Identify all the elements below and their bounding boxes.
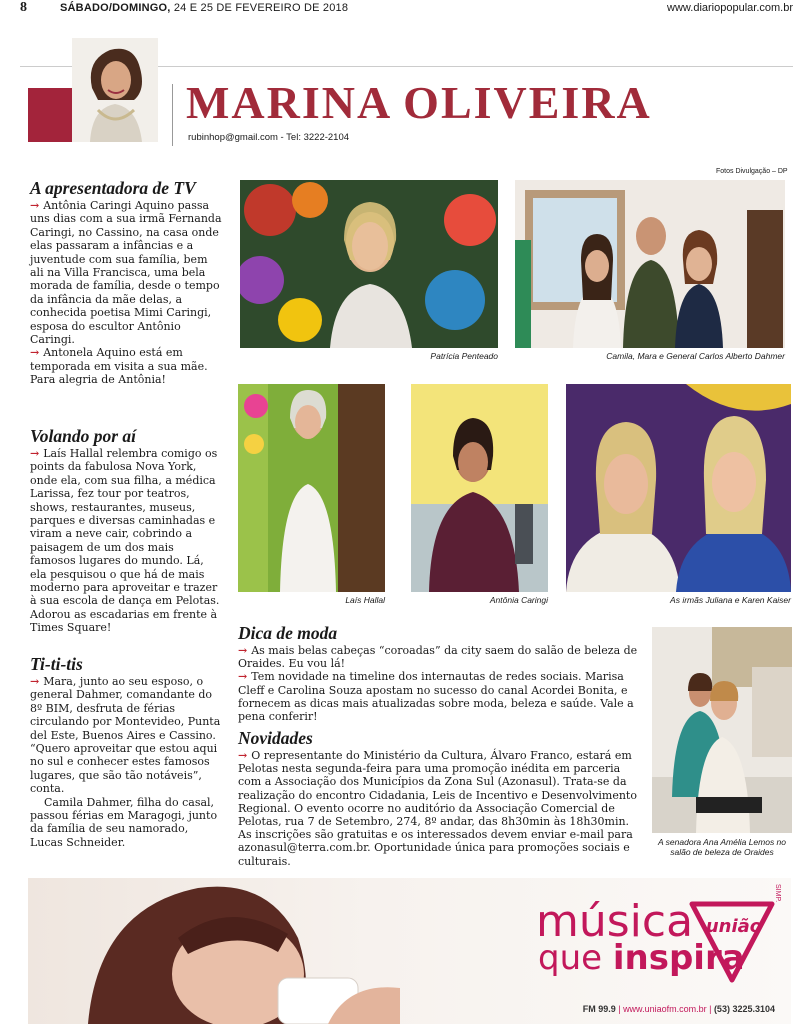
edition-date [60,2,348,14]
photo-patricia [240,180,498,348]
paragraph: Tem novidade na timeline dos internautas de redes sociais. Marisa Cleff e Carolina Souza apostam no sucesso do canal Acordei Bonita, e fornecem as dicas mais atualizadas sobre moda, beleza e saúde. Vale a pena conferir! [238,670,634,724]
arrow-icon: → [238,749,248,762]
caption-patricia: Patrícia Penteado [430,351,498,361]
section-title: Volando por aí [30,426,136,446]
site-url[interactable]: www.diariopopular.com.br [667,2,793,14]
section-titi [30,656,222,849]
photo-camila [515,180,785,348]
photo-lais [238,384,385,592]
ad-brand: união [705,916,763,937]
ad-separator: | [615,1004,624,1014]
section-volando [30,428,222,635]
ad-headline-inspira: inspira [612,938,745,978]
ad-headline-1: música [536,896,694,947]
arrow-icon: → [30,675,40,688]
ad-phone: (53) 3225.3104 [713,1004,775,1014]
section-title: Ti-ti-tis [30,654,83,674]
column-contact: rubinhop@gmail.com - Tel: 3222-2104 [188,132,350,143]
ad-radio-frequency: FM 99.9 [582,1004,616,1014]
edition-date-text: 24 E 25 DE FEVEREIRO DE 2018 [173,2,349,14]
photo-irmas [566,384,791,592]
paragraph: Camila Dahmer, filha do casal, passou férias em Maragogi, junto da família de seu namorado, Lucas Schneider. [30,795,218,849]
ad-separator: | [706,1004,714,1014]
advertisement-banner[interactable] [28,878,791,1024]
ad-headline-que: que [538,938,613,978]
caption-line: salão de beleza de Oraides [670,847,774,857]
ad-footer [583,1004,775,1014]
arrow-icon: → [30,199,40,212]
title-divider [172,84,173,146]
arrow-icon: → [30,346,40,360]
paragraph: As mais belas cabeças “coroadas” da city saem do salão de beleza de Oraides. Eu vou lá! [238,644,638,671]
arrow-icon: → [238,644,248,657]
photo-antonia [411,384,548,592]
caption-senadora [652,837,792,857]
paragraph: Laís Hallal relembra comigo os points da fabulosa Nova York, onde ela, com sua filha, a médica Larissa, fez tour por teatros, shows, restaurantes, museus, parques e diversas caminhadas e viram a neve cair, cobrindo a paisagem de um dos mais famosos lugares do mundo. Lá, ela pesquisou o que há de mais moderno para aproveitar e trazer à sua escola de dança em Pelotas. Adorou as escadarias em frente à Times Square! [30,447,220,635]
caption-lais: Laís Hallal [345,595,385,605]
arrow-icon: → [30,447,40,460]
caption-antonia: Antônia Caringi [489,595,548,605]
paragraph: O representante do Ministério da Cultura, Álvaro Franco, estará em Pelotas nesta segunda-feira para uma promoção inédita em parceria com a Associação dos Municípios da Zona Sul (Azonasul). Trata-se da realização do encontro Cidadania, Leis de Incentivo e Desenvolvimento Regional. O evento ocorre no auditório da Associação Comercial de Pelotas, rua 7 de Setembro, 274, 8º andar, das 8h30min às 18h30min. As inscrições são gratuitas e os interessados devem enviar e-mail para azonasul@terra.com.br. Oportunidade única para promoções sociais e culturais. [238,749,637,868]
paragraph: Antonela Aquino está em temporada em visita a sua mãe. Para alegria de Antônia! [30,346,208,387]
section-title: Novidades [238,728,313,748]
caption-camila: Camila, Mara e General Carlos Alberto Dahmer [606,351,785,361]
section-apresentadora [30,180,222,387]
caption-irmas: As irmãs Juliana e Karen Kaiser [670,595,791,605]
columnist-portrait [72,38,158,142]
section-dica [238,625,642,723]
section-novidades [238,730,642,868]
caption-line: A senadora Ana Amélia Lemos no [657,837,787,847]
page-number: 8 [20,0,27,15]
column-title: MARINA OLIVEIRA [186,77,652,128]
section-title: A apresentadora de TV [30,178,196,198]
edition-day: SÁBADO/DOMINGO, [60,2,171,14]
arrow-icon: → [238,670,248,684]
ad-tag: SIMP. [774,884,781,903]
paragraph: Mara, junto ao seu esposo, o general Dahmer, comandante do 8º BIM, desfruta de férias circulando por Montevideo, Punta del Este, Buenos Aires e Cassino. “Quero aproveitar que estou aqui no sul e conhecer estes famosos lugares, que são tão notáveis”, conta. [30,675,221,796]
photo-credit: Fotos Divulgação – DP [716,168,788,175]
section-title: Dica de moda [238,623,338,643]
photo-senadora [652,627,792,833]
ad-website[interactable]: www.uniaofm.com.br [623,1004,707,1014]
uniao-logo-icon [686,894,778,986]
paragraph: Antônia Caringi Aquino passa uns dias com a sua irmã Fernanda Caringi, no Cassino, na casa onde elas passaram a infâncias e a juventude com sua família, bem ali na Villa Francisca, uma bela morada de família, desde o tempo da infância da mãe delas, a conhecida poetisa Mimi Caringi, esposa do escultor Antônio Caringi. [30,199,222,347]
